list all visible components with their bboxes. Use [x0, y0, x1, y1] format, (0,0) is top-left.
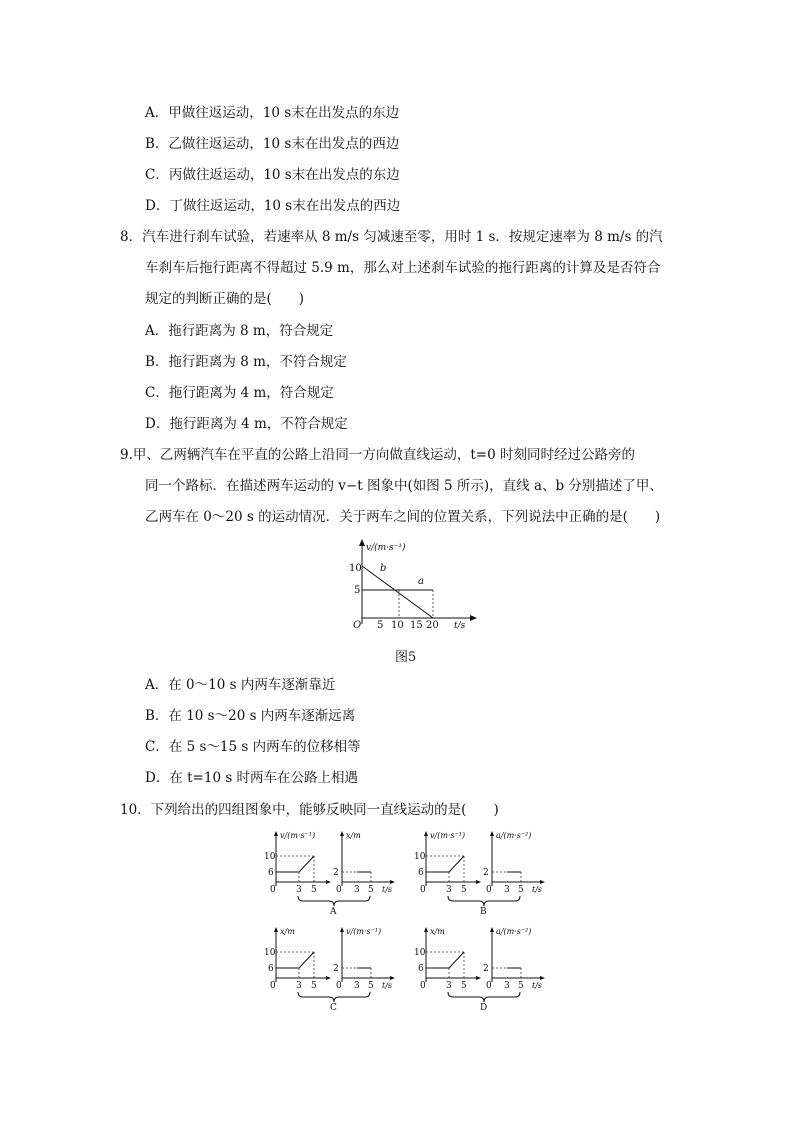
q10-b-zero: 0 [420, 885, 426, 895]
q9-option-d: D．在 t=10 s 时两车在公路上相遇 [145, 770, 359, 786]
q10-b-left-ylabel: v/(m·s⁻¹) [430, 831, 466, 840]
q8-option-c: C．拖行距离为 4 m，符合规定 [145, 385, 334, 401]
q10-d-x3: 3 [446, 981, 452, 991]
q7-option-a: A．甲做往返运动，10 s末在出发点的东边 [145, 105, 400, 121]
q10-d-left-ylabel: x/m [430, 927, 445, 936]
q10-c-tick-6: 6 [268, 964, 274, 974]
q10-d-x5: 5 [461, 981, 467, 991]
q10-c-right-ylabel: v/(m·s⁻¹) [346, 927, 382, 936]
q10-c-label: C [330, 1003, 337, 1013]
q9-stem-line-2: 同一个路标．在描述两车运动的 v−t 图象中(如图 5 所示)，直线 a、b 分别描述了甲、 [145, 478, 663, 494]
q10-c-right-tick: 2 [333, 964, 339, 974]
q10-c-left-ylabel: x/m [280, 927, 295, 936]
q10-a-label: A [330, 907, 337, 917]
q10-a-right-x3: 3 [354, 885, 360, 895]
q10-stem: 10．下列给出的四组图象中，能够反映同一直线运动的是( ) [120, 802, 499, 818]
q10-b-label: B [480, 907, 487, 917]
q10-a-zero: 0 [270, 885, 276, 895]
fig5-xtick-10: 10 [391, 620, 404, 631]
q8-stem-line-2: 车刹车后拖行距离不得超过 5.9 m，那么对上述刹车试验的拖行距离的计算及是否符合 [145, 260, 661, 276]
q8-option-d: D．拖行距离为 4 m，不符合规定 [145, 416, 348, 432]
q10-group-b [414, 831, 545, 917]
q7-option-b: B．乙做往返运动，10 s末在出发点的西边 [145, 136, 400, 152]
fig5-label-b: b [380, 563, 387, 574]
q8-option-b: B．拖行距离为 8 m，不符合规定 [145, 354, 347, 370]
q10-c-xlabel: t/s [382, 981, 393, 990]
q9-option-b: B．在 10 s～20 s 内两车逐渐远离 [145, 708, 356, 724]
q7-option-c: C．丙做往返运动，10 s末在出发点的东边 [145, 167, 400, 183]
q10-d-xlabel: t/s [532, 981, 543, 990]
q10-b-right-x3: 3 [504, 885, 510, 895]
fig5-line-b [362, 566, 433, 618]
fig5-xtick-15: 15 [410, 620, 423, 631]
q10-b-right-tick: 2 [483, 868, 489, 878]
q10-group-d [414, 927, 545, 1013]
q10-c-x5: 5 [311, 981, 317, 991]
q8-stem-line-1: 8．汽车进行刹车试验，若速率从 8 m/s 匀减速至零，用时 1 s．按规定速率为 8 m/s 的汽 [120, 229, 663, 245]
q7-option-d: D．丁做往返运动，10 s末在出发点的西边 [145, 198, 401, 214]
q10-d-right-ylabel: a/(m·s⁻²) [496, 927, 532, 936]
fig5-ylabel: v/(m·s⁻¹) [366, 543, 406, 553]
q10-d-zero: 0 [420, 981, 426, 991]
q10-a-right-zero: 0 [336, 885, 342, 895]
q10-b-right-zero: 0 [486, 885, 492, 895]
q10-d-right-x3: 3 [504, 981, 510, 991]
q8-option-a: A．拖行距离为 8 m，符合规定 [145, 323, 334, 339]
fig5-xtick-5: 5 [377, 620, 384, 631]
q10-graph-groups [262, 828, 562, 1018]
q10-a-tick-10: 10 [264, 852, 276, 862]
figure-5-caption: 图5 [395, 650, 417, 665]
q10-a-tick-6: 6 [268, 868, 274, 878]
q9-stem-line-3: 乙两车在 0～20 s 的运动情况．关于两车之间的位置关系，下列说法中正确的是( ) [145, 509, 661, 525]
q10-a-left-ylabel: v/(m·s⁻¹) [280, 831, 316, 840]
fig5-xlabel: t/s [454, 621, 466, 631]
q10-a-x3: 3 [296, 885, 302, 895]
fig5-ytick-10: 10 [349, 563, 362, 574]
q10-d-right-tick: 2 [483, 964, 489, 974]
q10-d-tick-10: 10 [414, 948, 426, 958]
q8-stem-line-3: 规定的判断正确的是( ) [145, 291, 305, 307]
q10-a-right-x5: 5 [368, 885, 374, 895]
q10-c-tick-10: 10 [264, 948, 276, 958]
q10-group-c [264, 927, 395, 1013]
figure-5-vt-graph [340, 538, 480, 631]
q10-b-tick-10: 10 [414, 852, 426, 862]
q10-c-x3: 3 [296, 981, 302, 991]
q10-group-a [264, 831, 395, 917]
q10-c-zero: 0 [270, 981, 276, 991]
q10-c-right-x5: 5 [368, 981, 374, 991]
fig5-origin: O [353, 620, 362, 631]
q9-option-c: C．在 5 s～15 s 内两车的位移相等 [145, 739, 361, 755]
q10-a-right-ylabel: x/m [346, 831, 361, 840]
q10-c-right-x3: 3 [354, 981, 360, 991]
q10-d-label: D [480, 1003, 488, 1013]
q10-b-xlabel: t/s [532, 885, 543, 894]
q10-c-right-zero: 0 [336, 981, 342, 991]
q10-b-x3: 3 [446, 885, 452, 895]
fig5-ytick-5: 5 [354, 585, 361, 596]
q10-b-right-ylabel: a/(m·s⁻²) [496, 831, 532, 840]
q10-a-x5: 5 [311, 885, 317, 895]
q9-stem-line-1: 9.甲、乙两辆汽车在平直的公路上沿同一方向做直线运动，t=0 时刻同时经过公路旁的 [120, 447, 635, 463]
q10-d-right-zero: 0 [486, 981, 492, 991]
q10-a-right-tick: 2 [333, 868, 339, 878]
q10-b-x5: 5 [461, 885, 467, 895]
fig5-label-a: a [418, 576, 424, 587]
fig5-xtick-20: 20 [426, 620, 439, 631]
q9-option-a: A．在 0～10 s 内两车逐渐靠近 [145, 677, 336, 693]
q10-b-right-x5: 5 [518, 885, 524, 895]
q10-b-tick-6: 6 [418, 868, 424, 878]
q10-d-tick-6: 6 [418, 964, 424, 974]
q10-d-right-x5: 5 [518, 981, 524, 991]
q10-a-xlabel: t/s [382, 885, 393, 894]
